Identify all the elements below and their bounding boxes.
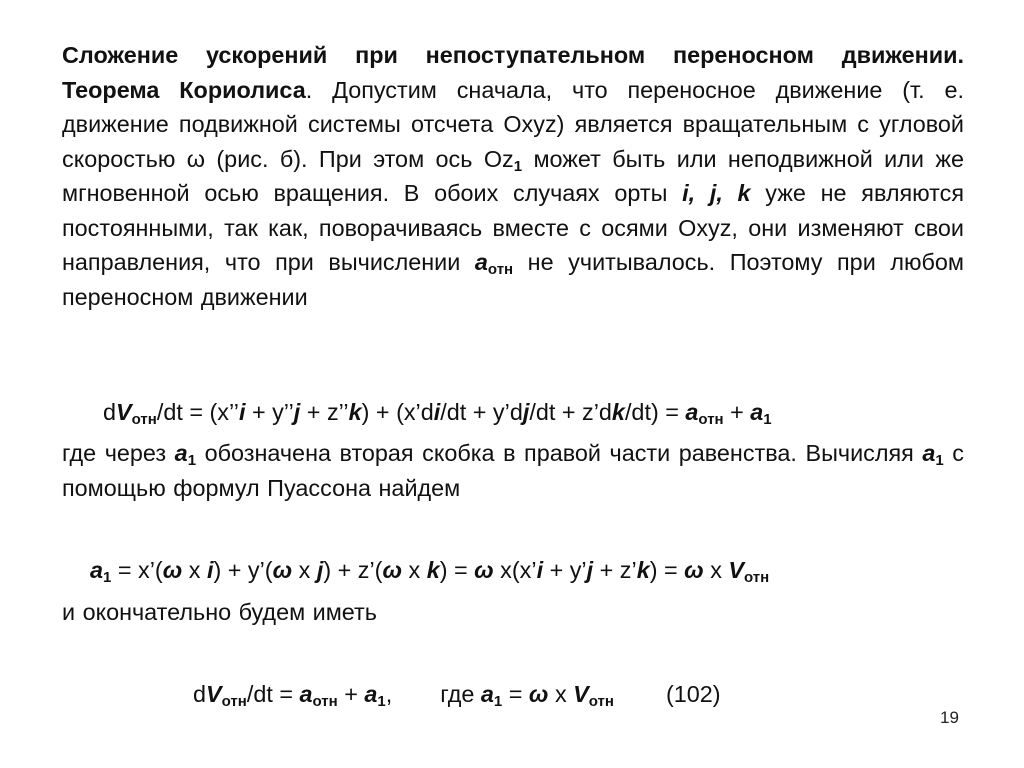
page-number: 19: [940, 708, 959, 727]
formula-102: $dV_{отн}/dt = a_{отн} + a_1$, где $a_1 = \omega$ x $V_{отн}$ (102): [193, 681, 721, 710]
formula-poisson: $a_1$ = x’(ω x i) + y’(ω x j) + z’(ω x k) = ω x(x’i + y’j + z’k) = ω x $V_{отн}$: [90, 557, 770, 586]
formula-relative-acceleration: $dV_{отн}/dt$ = (x’’i + y’’j + z’’k) + (x’di/dt + y’dj/dt + z’dk/dt) = $a_{отн} + a_1$: [103, 399, 772, 428]
intro-paragraph: Сложение ускорений при непоступательном переносном движении. Теорема Кориолиса. Допустим сначала, что переносное движение (т. е. движение подвижной системы отсчета Oxyz) является вращательным с угловой скоростью ω (рис. б). При этом ось $Oz_1$ может быть или неподвижной или же мгновенной осью вращения. В обоих случаях орты i, j, k уже не являются постоянными, так как, поворачиваясь вместе с осями Oxyz, они изменяют свои направления, что при вычислении $a_{отн}$ не учитывалось. Поэтому при любом переносном движении: [62, 42, 965, 310]
explanation-paragraph: где через $a_1$ обозначена вторая скобка в правой части равенства. Вычисляя $a_1$ с помощью формул Пуассона найдем: [62, 440, 964, 501]
conclusion-line: и окончательно будем иметь: [62, 599, 377, 625]
equation-number: (102): [665, 681, 721, 707]
section-title: Сложение ускорений при непоступательном переносном движении. Теорема Кориолиса: [62, 42, 964, 103]
unit-vectors: i, j, k: [682, 180, 751, 206]
